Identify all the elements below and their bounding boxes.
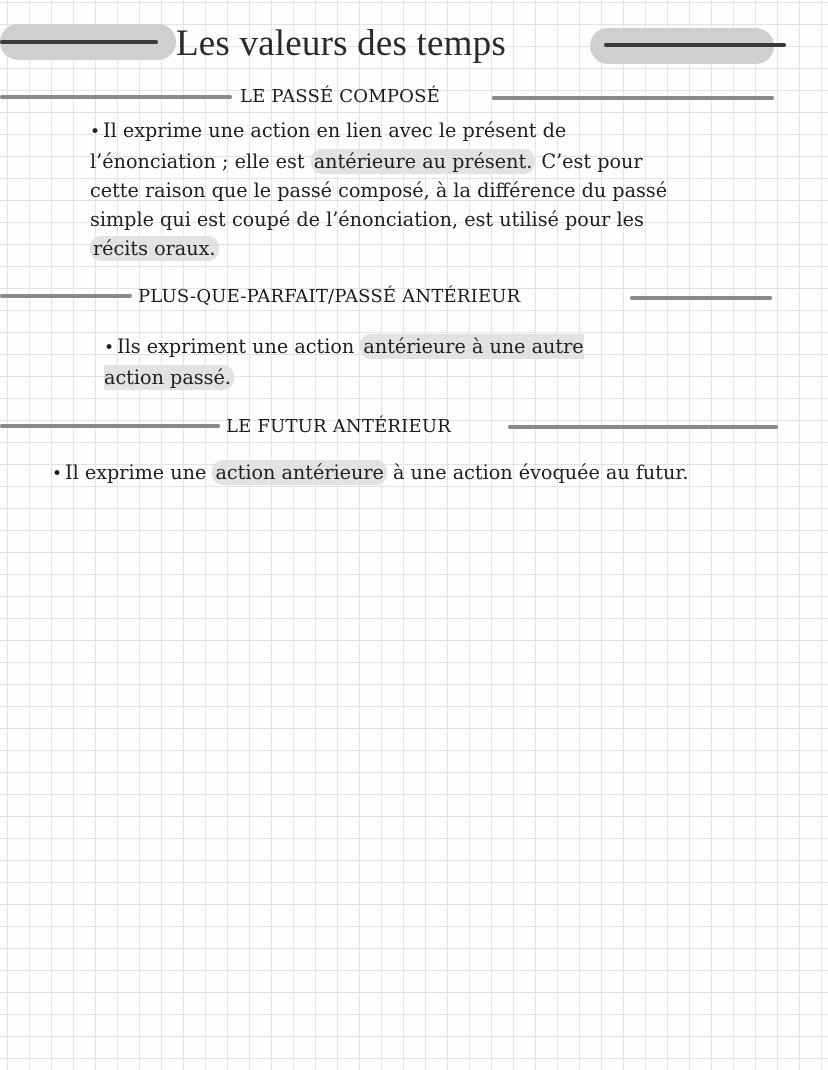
section-3-line-right [508,425,778,429]
bullet-point: • [52,464,63,484]
section-2-heading: PLUS-QUE-PARFAIT/PASSÉ ANTÉRIEUR [138,286,521,307]
section-2-highlight: antérieure à une autre action passé. [104,335,584,389]
page-title: Les valeurs des temps [176,23,506,64]
section-3-text: Il exprime une [65,461,213,484]
section-2-line-right [630,296,772,300]
title-decoration-right-line [604,43,786,47]
section-1-paragraph [90,116,690,263]
section-3-line-left [0,424,220,428]
section-3-highlight: action antérieure [212,460,386,485]
section-1-text: Il exprime une action en lien avec le présent de l’énonciation ; elle est [90,119,567,173]
section-1-highlight: antérieure au présent. [311,149,536,174]
section-1-heading: LE PASSÉ COMPOSÉ [240,86,440,107]
section-2-paragraph [104,332,632,392]
section-1-line-right [492,96,774,100]
section-1-highlight: récits oraux. [90,236,219,261]
section-1-text: C’est pour cette raison que le passé composé, à la différence du passé simple qui est coupé de l’énonciation, est utilisé pour les [90,150,668,231]
bullet-point: • [90,122,101,142]
bullet-point: • [104,338,115,358]
section-3-paragraph [52,458,752,489]
title-decoration-left-line [0,40,158,44]
section-3-heading: LE FUTUR ANTÉRIEUR [226,416,451,437]
section-2-text: Ils expriment une action [117,335,361,358]
section-1-line-left [0,95,232,99]
section-2-line-left [0,294,132,298]
section-3-text: à une action évoquée au futur. [386,461,689,484]
